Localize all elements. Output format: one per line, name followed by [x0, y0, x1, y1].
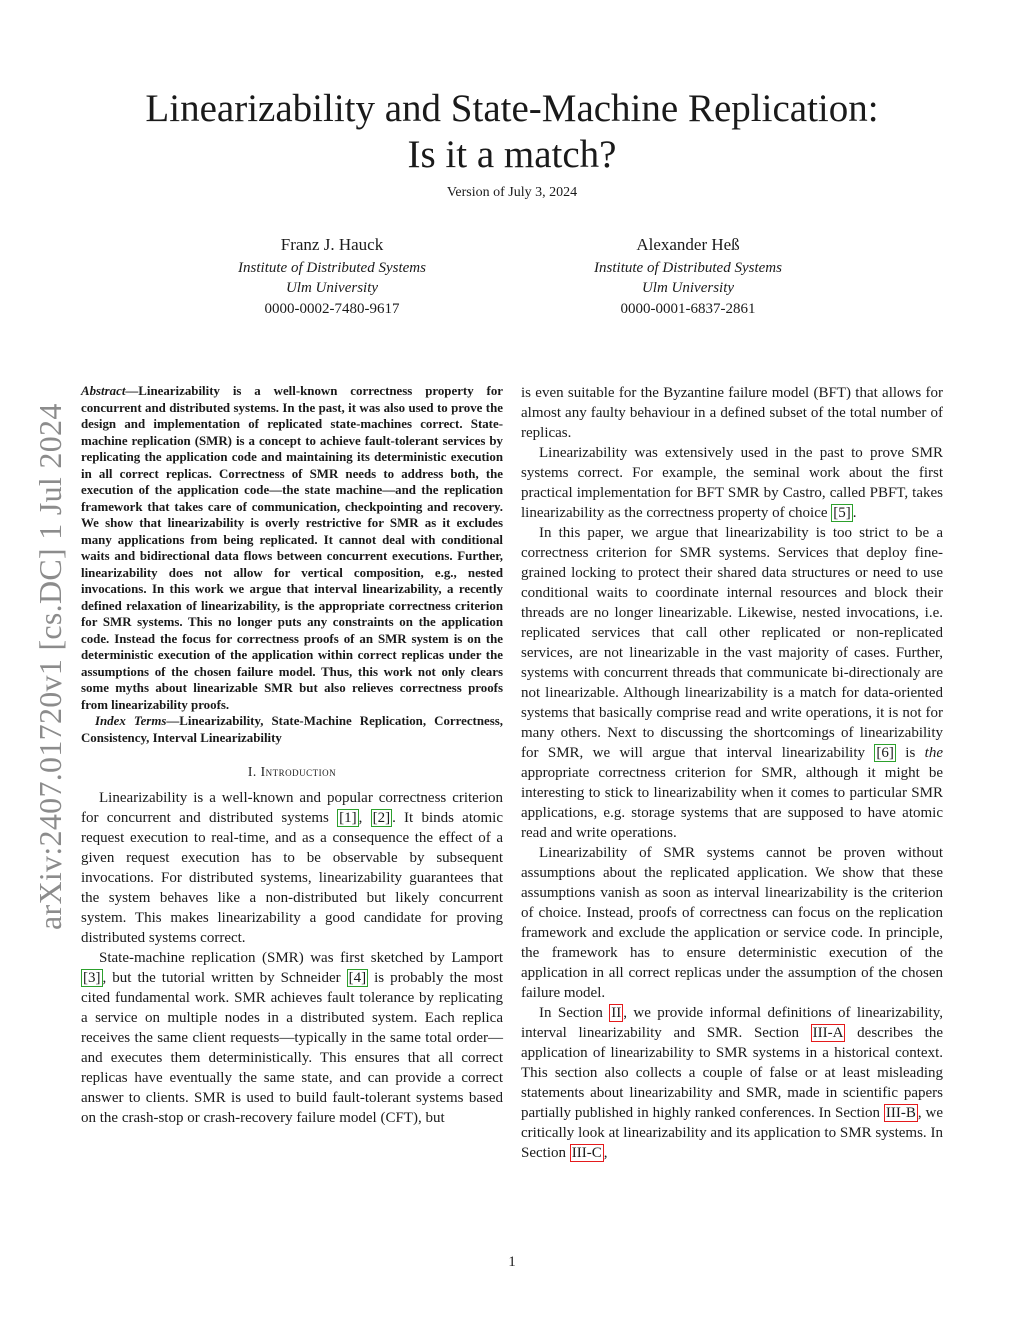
intro-paragraph-3: Linearizability was extensively used in the past to prove SMR systems correct. For example, the seminal work about the first practical implementation for BFT SMR by Castro, called PBFT, takes linearizability as the correctness property of choice [5] .: [521, 445, 943, 521]
author-affiliation: Institute of Distributed Systems: [594, 259, 782, 276]
right-column: [521, 383, 943, 1163]
author-block-1: [162, 235, 502, 319]
intro-paragraph-2: State-machine replication (SMR) was first sketched by Lamport [3] , but the tutorial written by Schneider [4] is probably the most cited fundamental work. SMR achieves fault tolerance by replicating a service on multiple nodes in a distributed system. Each replica receives the same client requests—typically in the same total order—and executes them deterministically. This ensures that all correct replicas have eventually the same state, and can provide a correct answer to clients. SMR is used to build fault-tolerant systems based on the crash-stop or crash-recovery failure model (CFT), but: [81, 950, 503, 1126]
author-name: Franz J. Hauck: [280, 235, 384, 254]
intro-paragraph-1: Linearizability is a well-known and popular correctness criterion for concurrent and distributed systems [1] , [2] . It binds atomic request execution to real-time, and as a consequence the effect of a given request execution has to be observable by subsequent invocations. For distributed systems, linearizability guarantees that the system behaves like a non-distributed but likely concurrent system. This makes linearizability a good candidate for proving distributed systems correct.: [81, 790, 503, 946]
author-orcid: 0000-0002-7480-9617: [264, 300, 400, 317]
title-line-1: Linearizability and State-Machine Replication:: [145, 87, 879, 130]
section-link[interactable]: III-A: [812, 1025, 844, 1041]
arxiv-stamp: arXiv:2407.01720v1 [cs.DC] 1 Jul 2024: [32, 403, 68, 930]
intro-paragraph-2-continued: is even suitable for the Byzantine failure model (BFT) that allows for almost any faulty behaviour in a defined subset of the total number of replicas.: [521, 385, 943, 441]
section-link[interactable]: II: [611, 1005, 622, 1021]
intro-paragraph-5: Linearizability of SMR systems cannot be proven without assumptions about the replicated application. We show that these assumptions vanish as soon as interval linearizability is the criterion of choice. Instead, proofs of correctness can focus on the replication framework and exclude the application or service code. In principle, the framework has to ensure deterministic execution of the application in all correct replicas under the assumption of the chosen failure model.: [521, 845, 943, 1001]
author-university: Ulm University: [285, 280, 379, 296]
section-heading-introduction: I. Introduction: [247, 764, 337, 779]
citation-link[interactable]: [5]: [833, 505, 851, 521]
author-orcid: 0000-0001-6837-2861: [620, 300, 756, 317]
citation-link[interactable]: [1]: [339, 810, 357, 826]
section-link[interactable]: III-C: [571, 1145, 602, 1161]
citation-link[interactable]: [4]: [348, 970, 367, 986]
citation-link[interactable]: [6]: [876, 745, 894, 761]
section-link[interactable]: III-B: [885, 1105, 916, 1121]
abstract-label: Abstract: [81, 384, 126, 398]
version-line: Version of July 3, 2024: [446, 185, 578, 200]
author-affiliation: Institute of Distributed Systems: [238, 259, 426, 276]
index-terms: [81, 713, 503, 746]
intro-paragraph-6: In Section II , we provide informal definitions of linearizability, interval linearizability and SMR. Section III-A describes the application of linearizability to SMR systems in a historical context. This section also collects a couple of false or at least misleading statements about linearizability and SMR, made in scientific papers partially published in highly ranked conferences. In Section III-B , we critically look at linearizability and its application to SMR systems. In Section III-C ,: [521, 1005, 943, 1161]
abstract-text: —Linearizability is a well-known correctness property for concurrent and distributed systems. In the past, it was also used to prove the design and implementation of replicated state-machines correct. State-machine replication (SMR) is a concept to achieve fault-tolerant services by replicating the application code and maintaining its deterministic execution in all correct replicas. Correctness of SMR needs to address both, the execution of the application code—the state machine—and the replication framework that takes care of communication, checkpointing and recovery. We show that linearizability is overly restrictive for SMR as it excludes many applications from being replicated. It cannot deal with conditional waits and bidirectional data flows between concurrent executions. Further, linearizability does not allow for vertical composition, e.g., nested invocations. In this work we argue that interval linearizability, a recently defined relaxation of linearizability, is the appropriate correctness criterion for SMR systems. This no longer puts any constraints on the application code. Instead the focus for correctness proofs of an SMR system is on the deterministic execution of the application within correct replicas under the assumptions of the chosen failure model. Thus, this work not only clears some myths about linearizable SMR but also relieves correctness proofs from linearizability proofs.: [81, 384, 503, 712]
index-terms-label: Index Terms: [95, 714, 167, 728]
citation-link[interactable]: [2]: [372, 810, 391, 826]
paper-title: [100, 86, 924, 178]
abstract: [81, 383, 503, 713]
author-block-2: [518, 235, 858, 319]
left-column: [81, 383, 503, 1128]
citation-link[interactable]: [3]: [83, 970, 101, 986]
intro-paragraph-4: In this paper, we argue that linearizability is too strict to be a correctness criterion for SMR systems. Services that deploy fine-grained locking to protect their shared data structures or need to use conditional waits to coordinate internal resources and block their threads are no longer linearizable. Likewise, nested invocations, i.e. replicated services that call other replicated or non-replicated services, are not linearizable in the vast majority of cases. Further, systems with concurrent threads that communicate bi-directionaly are not linearizable. Although linearizability is a match for data-oriented systems that basically comprise read and write operations, it is not for many others. Next to discussing the shortcomings of linearizability for SMR, we will argue that interval linearizability [6] is the appropriate correctness criterion for SMR, although it might be interesting to stick to linearizability when it comes to particular SMR applications, e.g. storage systems that are supposed to have atomic read and write operations.: [521, 525, 943, 841]
author-name: Alexander Heß: [636, 235, 740, 254]
title-line-2: Is it a match?: [407, 133, 617, 176]
author-university: Ulm University: [641, 280, 735, 296]
page-number: 1: [508, 1254, 516, 1270]
index-terms-text: —Linearizability, State-Machine Replication, Correctness, Consistency, Interval Linearizability: [81, 714, 503, 745]
